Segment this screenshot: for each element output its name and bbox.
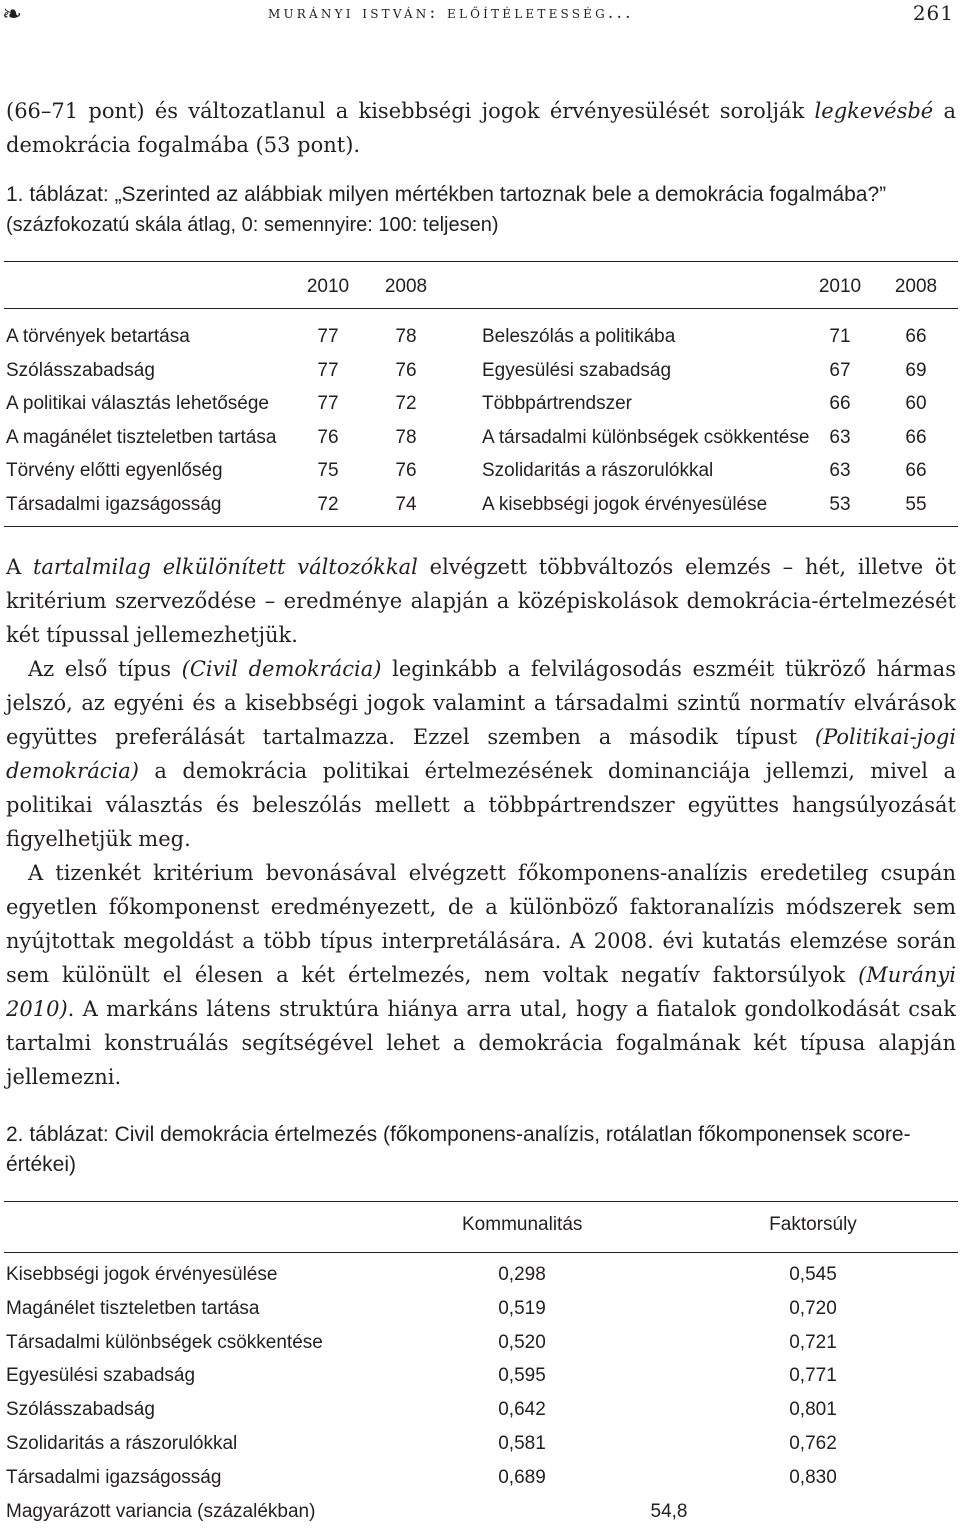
row-kommunalitas: 0,519 bbox=[498, 1297, 546, 1319]
table2-caption: 2. táblázat: Civil demokrácia értelmezés (főkomponens-analízis, rotálatlan főkomponensek score-értékei) bbox=[6, 1123, 911, 1176]
row-left-2008: 76 bbox=[395, 460, 417, 482]
p3-italic-citation: (Murányi 2010) bbox=[6, 963, 956, 1021]
row-left-label: Társadalmi igazságosság bbox=[6, 493, 222, 515]
table-row bbox=[6, 1427, 958, 1461]
row-faktorsuly: 0,545 bbox=[789, 1264, 837, 1285]
row-right-label: Egyesülési szabadság bbox=[482, 359, 672, 381]
fleuron-ornament-icon: ❧ bbox=[2, 0, 23, 28]
table-row bbox=[6, 387, 958, 421]
running-title: murányi istván: előítéletesség... bbox=[268, 3, 634, 23]
row-left-2008: 78 bbox=[395, 426, 417, 448]
row-left-2008: 74 bbox=[395, 493, 417, 515]
row-left-label: Törvény előtti egyenlőség bbox=[6, 460, 223, 482]
row-faktorsuly: 0,720 bbox=[789, 1297, 837, 1319]
row-left-2010: 72 bbox=[317, 493, 339, 515]
row-right-label: Többpártrendszer bbox=[482, 393, 632, 415]
row-left-2010: 77 bbox=[317, 359, 339, 381]
p1-text-a: A bbox=[6, 555, 33, 579]
table-row bbox=[6, 1326, 958, 1360]
p2-italic-2: (Politikai-jogi demokrácia) bbox=[6, 725, 956, 783]
row-left-label: A törvények betartása bbox=[6, 326, 190, 347]
row-right-2008: 60 bbox=[905, 393, 927, 415]
intro-paragraph bbox=[6, 94, 956, 162]
table-row bbox=[6, 1258, 958, 1292]
intro-text-a: (66–71 pont) és változatlanul a kisebbségi jogok érvényesülését sorolják bbox=[6, 99, 815, 123]
row-faktorsuly: 0,771 bbox=[789, 1365, 837, 1387]
table2-top-rule bbox=[4, 1201, 958, 1202]
p3-text-a: A tizenkét kritérium bevonásával elvégzett főkomponens-analízis eredetileg csupán egyetlen főkomponenst eredményezett, de a különböző faktoranalízis módszerek sem nyújtottak megoldást a több típus interpretálására. A 2008. évi kutatás elemzése során sem különült el élesen a két értelmezés, nem voltak negatív faktorsúlyok bbox=[6, 861, 956, 987]
p2-italic-1: (Civil demokrácia) bbox=[181, 657, 382, 681]
table-row bbox=[6, 421, 958, 455]
p2-text-b: leginkább a felvilágosodás eszméit tükröző hármas jelszó, az egyéni és a kisebbségi jogok valamint a társadalmi szintű normatív elvárások együttes preferálását tartalmazza. Ezzel szemben a második típust bbox=[6, 657, 956, 749]
row-left-label: A politikai választás lehetősége bbox=[6, 393, 269, 415]
row-label: Társadalmi igazságosság bbox=[6, 1466, 222, 1488]
row-label: Egyesülési szabadság bbox=[6, 1365, 196, 1387]
intro-italic: legkevésbé bbox=[814, 99, 934, 123]
table-row bbox=[6, 320, 958, 354]
row-right-2008: 69 bbox=[905, 359, 927, 381]
row-right-2010: 71 bbox=[829, 326, 851, 347]
table1-col-2010-right: 2010 bbox=[818, 276, 862, 297]
row-right-2010: 63 bbox=[829, 426, 851, 448]
row-left-2010: 77 bbox=[317, 393, 339, 415]
p2-text-c: a demokrácia politikai értelmezésének dominanciája jellemzi, mivel a politikai választás és beleszólás mellett a többpártrendszer együttes hangsúlyozását figyelhetjük meg. bbox=[6, 759, 956, 851]
row-kommunalitas: 0,689 bbox=[498, 1466, 546, 1488]
table1-caption-main: 1. táblázat: „Szerinted az alábbiak milyen mértékben tartoznak bele a demokrácia fogalmába?” bbox=[6, 183, 887, 206]
row-label: Társadalmi különbségek csökkentése bbox=[6, 1331, 323, 1353]
body-paragraph-2 bbox=[6, 652, 956, 856]
row-kommunalitas: 0,581 bbox=[498, 1432, 546, 1454]
p3-text-b: . A markáns látens struktúra hiánya arra utal, hogy a fiatalok gondolkodását csak tartalmi konstruálás segítségével lehet a demokrácia fogalmának két típusa alapján jellemezni. bbox=[6, 997, 956, 1089]
row-faktorsuly: 0,762 bbox=[789, 1432, 837, 1454]
row-faktorsuly: 0,830 bbox=[789, 1466, 837, 1488]
row-left-2008: 78 bbox=[395, 326, 417, 347]
row-label: Szolidaritás a rászorulókkal bbox=[6, 1432, 238, 1454]
row-faktorsuly: 0,801 bbox=[789, 1399, 837, 1421]
table-row bbox=[6, 1359, 958, 1393]
table2-col-faktorsuly: Faktorsúly bbox=[769, 1214, 857, 1235]
row-right-2008: 66 bbox=[905, 426, 927, 448]
row-left-2010: 76 bbox=[317, 426, 339, 448]
table-row bbox=[6, 454, 958, 488]
p1-italic: tartalmilag elkülönített változókkal bbox=[32, 555, 418, 579]
row-left-2010: 75 bbox=[317, 460, 339, 482]
table-row-variance bbox=[6, 1495, 958, 1529]
row-faktorsuly: 0,721 bbox=[789, 1331, 837, 1353]
table2 bbox=[6, 1208, 958, 1528]
table-row bbox=[6, 488, 958, 522]
table1-bottom-rule bbox=[4, 526, 958, 527]
table-row bbox=[6, 1292, 958, 1326]
row-label: Magánélet tiszteletben tartása bbox=[6, 1297, 260, 1319]
row-right-label: Beleszólás a politikába bbox=[482, 326, 676, 347]
body-text bbox=[6, 550, 956, 1094]
table1-col-2010-left: 2010 bbox=[306, 276, 350, 297]
variance-value: 54,8 bbox=[650, 1500, 688, 1522]
row-right-label: A társadalmi különbségek csökkentése bbox=[482, 426, 810, 448]
row-kommunalitas: 0,642 bbox=[498, 1399, 546, 1421]
body-paragraph-1 bbox=[6, 550, 956, 652]
row-left-2010: 77 bbox=[317, 326, 339, 347]
row-right-2010: 66 bbox=[829, 393, 851, 415]
variance-label: Magyarázott variancia (százalékban) bbox=[6, 1500, 316, 1522]
table2-col-kommunalitas: Kommunalitás bbox=[462, 1214, 583, 1235]
row-left-label: Szólásszabadság bbox=[6, 359, 155, 381]
table2-header-row bbox=[6, 1208, 958, 1248]
row-left-2008: 76 bbox=[395, 359, 417, 381]
table-row bbox=[6, 1461, 958, 1495]
table-row bbox=[6, 354, 958, 388]
row-label: Kisebbségi jogok érvényesülése bbox=[6, 1264, 278, 1285]
p2-text-a: Az első típus bbox=[28, 657, 182, 681]
table1-col-2008-right: 2008 bbox=[894, 276, 938, 297]
row-right-label: Szolidaritás a rászorulókkal bbox=[482, 460, 714, 482]
row-kommunalitas: 0,595 bbox=[498, 1365, 546, 1387]
row-right-2010: 63 bbox=[829, 460, 851, 482]
row-kommunalitas: 0,520 bbox=[498, 1331, 546, 1353]
body-paragraph-3 bbox=[6, 856, 956, 1094]
intro-text-b: a demokrácia fogalmába (53 pont). bbox=[6, 99, 956, 157]
row-left-label: A magánélet tiszteletben tartása bbox=[6, 426, 277, 448]
row-label: Szólásszabadság bbox=[6, 1399, 155, 1421]
p1-text-b: elvégzett többváltozós elemzés – hét, illetve öt kritérium szerveződése – eredménye alapján a középiskolások demokrácia-értelmezését két típussal jellemezhetjük. bbox=[6, 555, 956, 647]
table1 bbox=[6, 268, 958, 522]
table1-caption-note: (százfokozatú skála átlag, 0: semennyire: 100: teljesen) bbox=[6, 214, 499, 236]
row-right-2008: 55 bbox=[905, 493, 927, 515]
row-right-2010: 53 bbox=[829, 493, 851, 515]
table1-col-2008-left: 2008 bbox=[384, 276, 428, 297]
table1-top-rule bbox=[4, 261, 958, 262]
running-header bbox=[0, 0, 960, 30]
row-right-2008: 66 bbox=[905, 326, 927, 347]
table-row bbox=[6, 1393, 958, 1427]
row-right-2008: 66 bbox=[905, 460, 927, 482]
page-number: 261 bbox=[912, 1, 954, 25]
row-right-2010: 67 bbox=[829, 359, 851, 381]
table1-caption bbox=[6, 180, 956, 240]
table1-header-row bbox=[6, 268, 958, 306]
row-kommunalitas: 0,298 bbox=[498, 1264, 546, 1285]
row-left-2008: 72 bbox=[395, 393, 417, 415]
row-right-label: A kisebbségi jogok érvényesülése bbox=[482, 493, 768, 515]
